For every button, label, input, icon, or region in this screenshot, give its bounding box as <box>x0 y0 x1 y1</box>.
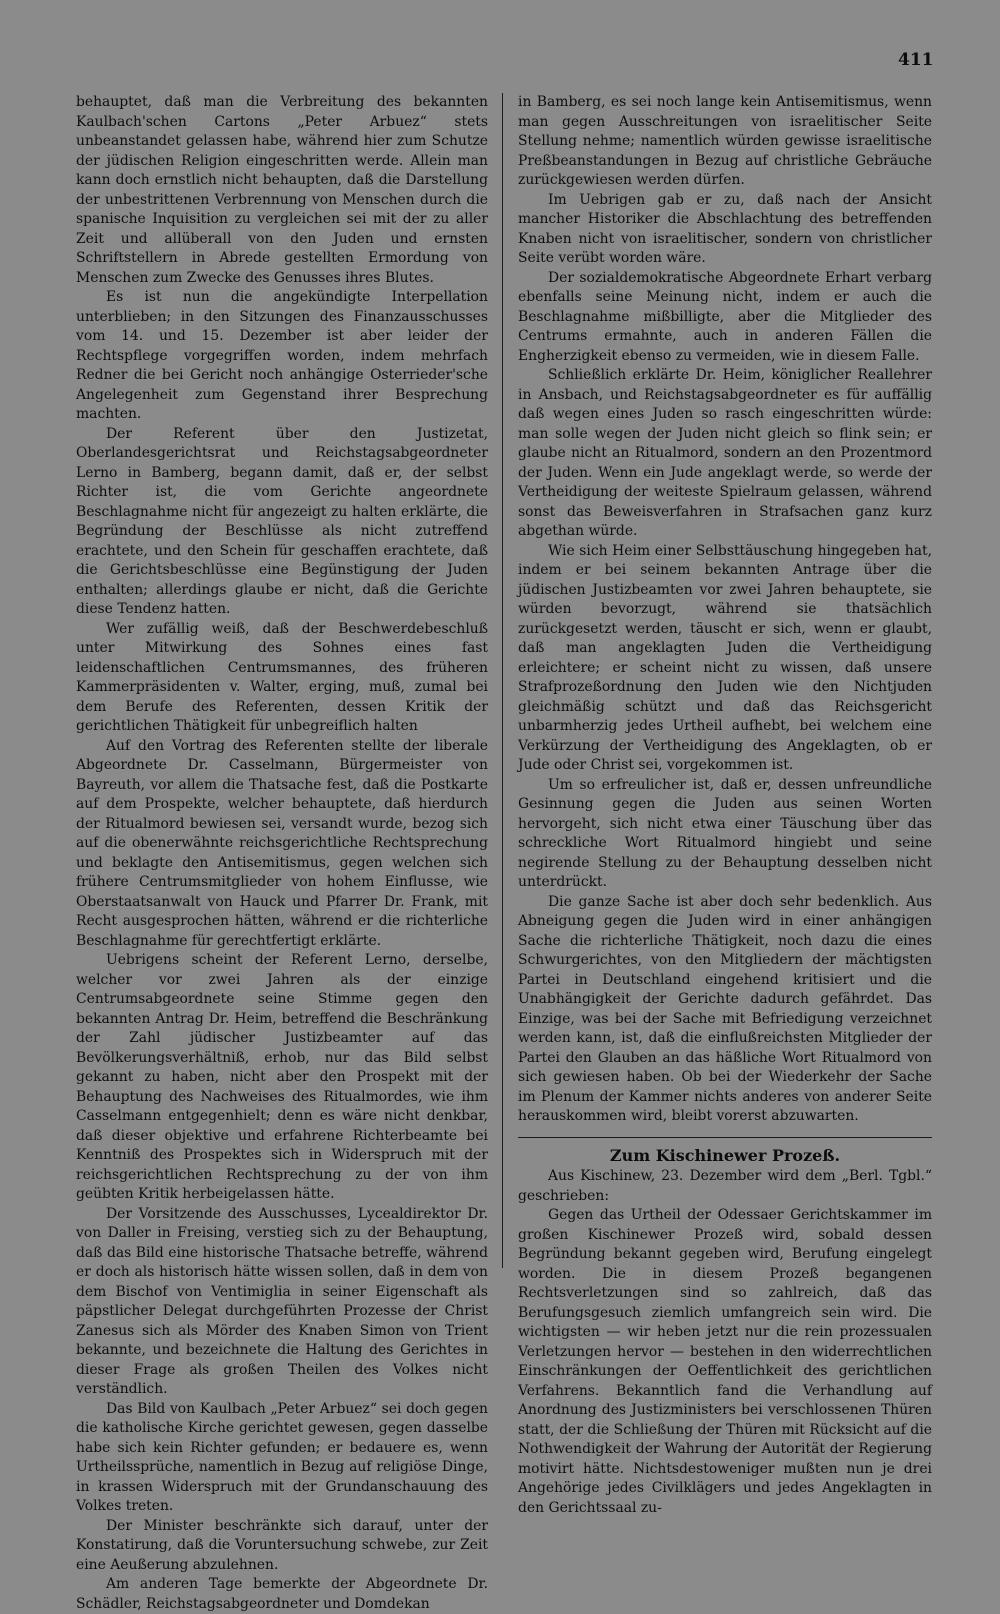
paragraph: Das Bild von Kaulbach „Peter Arbuez“ sei doch gegen die katholische Kirche gerichtet gewesen, gegen dasselbe habe sich kein Richter gefunden; er bedauere es, wenn Urtheilssprüche, namentlich in Bezug auf religiöse Dinge, in krassen Widerspruch mit der Grundanschauung des Volkes treten. <box>76 1400 488 1514</box>
section-rule <box>518 1137 932 1138</box>
left-column <box>76 93 488 1614</box>
paragraph: Es ist nun die angekündigte Interpellation unterblieben; in den Sitzungen des Finanzausschusses vom 14. und 15. Dezember ist aber leider der Rechtspflege vorgegriffen worden, indem mehrfach Redner die bei Gericht noch anhängige Osterrieder'sche Angelegenheit zum Gegenstand ihrer Besprechung machten. <box>76 289 488 422</box>
paragraph: in Bamberg, es sei noch lange kein Antisemitismus, wenn man gegen Ausschreitungen von israelitischer Seite Stellung nehme; namentlich würden gewisse israelitische Preßbeanstandungen in Bezug auf christliche Gebräuche zurückgewiesen werden dürfen. <box>518 94 932 188</box>
column-divider <box>502 93 503 1268</box>
paragraph: Wie sich Heim einer Selbsttäuschung hingegeben hat, indem er bei seinem bekannten Antrage über die jüdischen Justizbeamten vor zwei Jahren behauptete, sie würden bevorzugt, während sie thatsächlich zurückgesetzt werden, täuscht er sich, wenn er glaubt, daß man angeklagten Juden die Vertheidigung erleichtere; er scheint nicht zu wissen, daß unsere Strafprozeßordnung den Juden wie den Nichtjuden gleichmäßig schützt und daß das Reichsgericht unbarmherzig jedes Urtheil aufhebt, bei welchem eine Verkürzung der Vertheidigung des Angeklagten, ob er Jude oder Christ sei, vorgekommen ist. <box>518 542 932 773</box>
page-number: 411 <box>898 50 934 70</box>
paragraph: Der sozialdemokratische Abgeordnete Erhart verbarg ebenfalls seine Meinung nicht, indem er auch die Beschlagnahme mißbilligte, aber die Mitglieder des Centrums ermahnte, auch in anderen Fällen die Engherzigkeit ebenso zu vermeiden, wie in diesem Falle. <box>518 269 932 364</box>
paragraph: Der Minister beschränkte sich darauf, unter der Konstatirung, daß die Voruntersuchung schwebe, zur Zeit eine Aeußerung abzulehnen. <box>76 1517 488 1573</box>
paragraph: behauptet, daß man die Verbreitung des bekannten Kaulbach'schen Cartons „Peter Arbuez“ stets unbeanstandet gelassen habe, während hier zum Schutze der jüdischen Religion eingeschritten werde. Allein man kann doch ernstlich nicht behaupten, daß die Darstellung der unbestrittenen Verbrennung von Menschen durch die spanische Inquisition zu vergleichen sei mit der zu aller Zeit und allüberall von den Juden und ernsten Schriftstellern in Abrede gestellten Ermordung von Menschen zum Zwecke des Genusses ihres Blutes. <box>76 94 488 286</box>
paragraph: Auf den Vortrag des Referenten stellte der liberale Abgeordnete Dr. Casselmann, Bürgermeister von Bayreuth, vor allem die Thatsache fest, daß die Postkarte auf dem Prospekte, welcher behauptete, daß hierdurch der Ritualmord bewiesen sei, versandt wurde, bezog sich auf die obenerwähnte reichsgerichtliche Rechtsprechung und beklagte den Antisemitismus, gegen welchen sich frühere Centrumsmitglieder von hohem Einflusse, wie Oberstaatsanwalt von Hauck und Pfarrer Dr. Frank, mit Recht ausgesprochen hätten, während er die richterliche Beschlagnahme für gerechtfertigt erklärte. <box>76 737 488 949</box>
paragraph: Wer zufällig weiß, daß der Beschwerdebeschluß unter Mitwirkung des Sohnes eines fast leidenschaftlichen Centrumsmannes, des früheren Kammerpräsidenten v. Walter, erging, muß, zumal bei dem Berufe des Referenten, dessen Kritik der gerichtlichen Thätigkeit für unbegreiflich halten <box>76 620 488 734</box>
paragraph: Die ganze Sache ist aber doch sehr bedenklich. Aus Abneigung gegen die Juden wird in einer anhängigen Sache die richterliche Thätigkeit, noch dazu die eines Schwurgerichtes, von den Mitgliedern der mächtigsten Partei in Deutschland eingehend kritisiert und die Unabhängigkeit der Gerichte dadurch gefährdet. Das Einzige, was bei der Sache mit Befriedigung verzeichnet werden kann, ist, daß die einflußreichsten Mitglieder der Partei den Glauben an das häßliche Wort Ritualmord von sich gewiesen haben. Ob bei der Wiederkehr der Sache im Plenum der Kammer nichts anderes von anderer Seite herauskommen wird, bleibt vorerst abzuwarten. <box>518 893 932 1124</box>
right-column <box>518 93 932 1518</box>
section-heading: Zum Kischinewer Prozeß. <box>609 1145 841 1165</box>
paragraph: Der Referent über den Justizetat, Oberlandesgerichtsrat und Reichstagsabgeordneter Lerno in Bamberg, begann damit, daß er, der selbst Richter ist, die vom Gerichte angeordnete Beschlagnahme nicht für angezeigt zu halten erklärte, die Begründung der Beschlüsse als nicht zutreffend erachtete, und den Schein für geschaffen erachtete, daß die Gerichtsbeschlüsse eine Begünstigung der Juden enthalten; allerdings glaube er nicht, daß die Gerichte diese Tendenz hatten. <box>76 425 488 617</box>
paragraph: Im Uebrigen gab er zu, daß nach der Ansicht mancher Historiker die Abschlachtung des betreffenden Knaben nicht von israelitischer, sondern von christlicher Seite verübt worden wäre. <box>518 191 932 266</box>
paragraph: Aus Kischinew, 23. Dezember wird dem „Berl. Tgbl.“ geschrieben: <box>518 1168 932 1204</box>
paragraph: Um so erfreulicher ist, daß er, dessen unfreundliche Gesinnung gegen die Juden aus seinen Worten hervorgeht, sich nicht etwa einer Täuschung über das schreckliche Wort Ritualmord hingiebt und seine negirende Stellung zu der Behauptung desselben nicht unterdrückt. <box>518 776 932 890</box>
paragraph: Schließlich erklärte Dr. Heim, königlicher Reallehrer in Ansbach, und Reichstagsabgeordneter es für auffällig daß wegen eines Juden so rasch eingeschritten würde: man solle wegen der Juden nicht gleich so flink sein; er glaube nicht an Ritualmord, sondern an den Prozentmord der Juden. Wenn ein Jude angeklagt werde, so werde der Vertheidigung der weiteste Spielraum gelassen, während sonst das Beweisverfahren in Strafsachen ganz kurz abgethan würde. <box>518 367 932 539</box>
paragraph: Gegen das Urtheil der Odessaer Gerichtskammer im großen Kischinewer Prozeß wird, sobald dessen Begründung bekannt gegeben wird, Berufung eingelegt worden. Die in diesem Prozeß begangenen Rechtsverletzungen sind so zahlreich, daß das Berufungsgesuch ziemlich umfangreich sein wird. Die wichtigsten — wir heben jetzt nur die rein prozessualen Verletzungen hervor — bestehen in den widerrechtlichen Einschränkungen der Oeffentlichkeit des gerichtlichen Verfahrens. Bekanntlich fand die Verhandlung auf Anordnung des Justizministers bei verschlossenen Thüren statt, der die Schließung der Thüren mit Rücksicht auf die Nothwendigkeit der Wahrung der Autorität der Regierung motivirt hätte. Nichtsdestoweniger mußten nun je drei Angehörige jedes Civilklägers und jedes Angeklagten in den Gerichtssaal zu- <box>518 1207 932 1516</box>
paragraph: Am anderen Tage bemerkte der Abgeordnete Dr. Schädler, Reichstagsabgeordneter und Domdekan <box>76 1576 488 1612</box>
paragraph: Der Vorsitzende des Ausschusses, Lycealdirektor Dr. von Daller in Freising, verstieg sich zu der Behauptung, daß das Bild eine historische Thatsache betreffe, während er doch als historisch hätte wissen sollen, daß in dem von dem Bischof von Ventimiglia in seiner Eigenschaft als päpstlicher Delegat durchgeführten Prozesse der Christ Zanesus sich als Mörder des Knaben Simon von Trient bekannte, und bezeichnete die Haltung des Gerichtes in dieser Frage als großen Theilen des Volkes nicht verständlich. <box>76 1205 488 1397</box>
paragraph: Uebrigens scheint der Referent Lerno, derselbe, welcher vor zwei Jahren als der einzige Centrumsabgeordnete seine Stimme gegen den bekannten Antrag Dr. Heim, betreffend die Beschränkung der Zahl jüdischer Justizbeamter auf das Bevölkerungsverhältniß, erhob, nur das Bild selbst gekannt zu haben, nicht aber den Prospekt mit der Behauptung des Nachweises des Ritualmordes, wie ihm Casselmann entgegenhielt; denn es wäre nicht denkbar, daß dieser objektive und erfahrene Richterbeamte bei Kenntniß des Prospektes sich in Widerspruch mit der reichsgerichtlichen Rechtsprechung zu der von ihm geübten Kritik herbeigelassen hätte. <box>76 952 488 1202</box>
